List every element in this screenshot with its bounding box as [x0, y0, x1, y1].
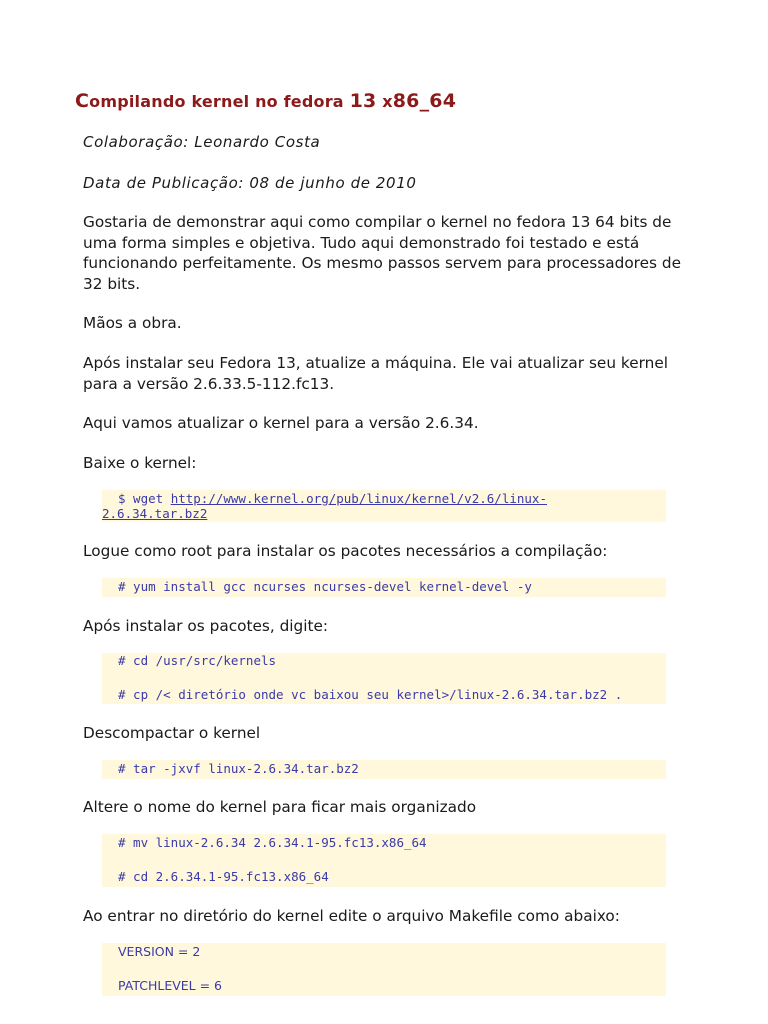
root-install-heading: Logue como root para instalar os pacotes necessários a compilação:	[83, 542, 608, 560]
intro-line: uma forma simples e objetiva. Tudo aqui demonstrado foi testado e está	[83, 233, 640, 252]
maos-paragraph: Mãos a obra.	[83, 314, 182, 332]
update-line: Após instalar seu Fedora 13, atualize a máquina. Ele vai atualizar seu kernel	[83, 354, 668, 372]
code-block-wget	[102, 490, 666, 522]
extract-heading: Descompactar o kernel	[83, 724, 261, 742]
update-paragraph	[83, 353, 693, 394]
code-line: VERSION = 2	[118, 944, 201, 959]
code-block-mv-cd	[102, 834, 666, 887]
title-initial: C	[75, 90, 90, 112]
rename-heading: Altere o nome do kernel para ficar mais organizado	[83, 798, 477, 816]
title-text: ompilando kernel no fedora	[89, 92, 344, 111]
code-line: # tar -jxvf linux-2.6.34.tar.bz2	[118, 761, 359, 776]
kernel-download-link-cont[interactable]: 2.6.34.tar.bz2	[102, 506, 208, 521]
code-line: # cd /usr/src/kernels	[118, 653, 277, 668]
code-block-yum	[102, 578, 666, 597]
makefile-heading: Ao entrar no diretório do kernel edite o arquivo Makefile como abaixo:	[83, 907, 620, 925]
code-line	[102, 506, 207, 521]
wget-command: $ wget	[118, 491, 171, 506]
collaboration-credit: Colaboração: Leonardo Costa	[83, 133, 321, 151]
code-line: # yum install gcc ncurses ncurses-devel kernel-devel -y	[118, 579, 532, 594]
intro-paragraph	[83, 212, 693, 294]
code-line	[118, 491, 547, 506]
page-title	[75, 90, 456, 112]
code-block-cd-cp	[102, 653, 666, 704]
code-line: # cp /< diretório onde vc baixou seu kernel>/linux-2.6.34.tar.bz2 .	[118, 687, 623, 702]
intro-line: funcionando perfeitamente. Os mesmo passos servem para processadores de	[83, 254, 681, 272]
after-packages-heading: Após instalar os pacotes, digite:	[83, 617, 329, 635]
code-line: # mv linux-2.6.34 2.6.34.1-95.fc13.x86_64	[118, 835, 427, 850]
intro-line: Gostaria de demonstrar aqui como compilar o kernel no fedora 13 64 bits de	[83, 213, 672, 231]
code-block-makefile	[102, 943, 666, 996]
code-line: # cd 2.6.34.1-95.fc13.x86_64	[118, 869, 329, 884]
kernel-download-link[interactable]: http://www.kernel.org/pub/linux/kernel/v2.6/linux-	[170, 491, 547, 506]
intro-line: 32 bits.	[83, 274, 141, 293]
target-version-paragraph: Aqui vamos atualizar o kernel para a versão 2.6.34.	[83, 414, 479, 432]
download-heading: Baixe o kernel:	[83, 454, 197, 472]
title-arch-prefix: x	[382, 92, 393, 111]
update-line: para a versão 2.6.33.5-112.fc13.	[83, 374, 335, 393]
title-arch: 86_64	[392, 90, 457, 112]
publication-date: Data de Publicação: 08 de junho de 2010	[83, 174, 417, 192]
title-version: 13	[349, 90, 377, 112]
code-line: PATCHLEVEL = 6	[118, 978, 222, 993]
code-block-tar	[102, 760, 666, 779]
